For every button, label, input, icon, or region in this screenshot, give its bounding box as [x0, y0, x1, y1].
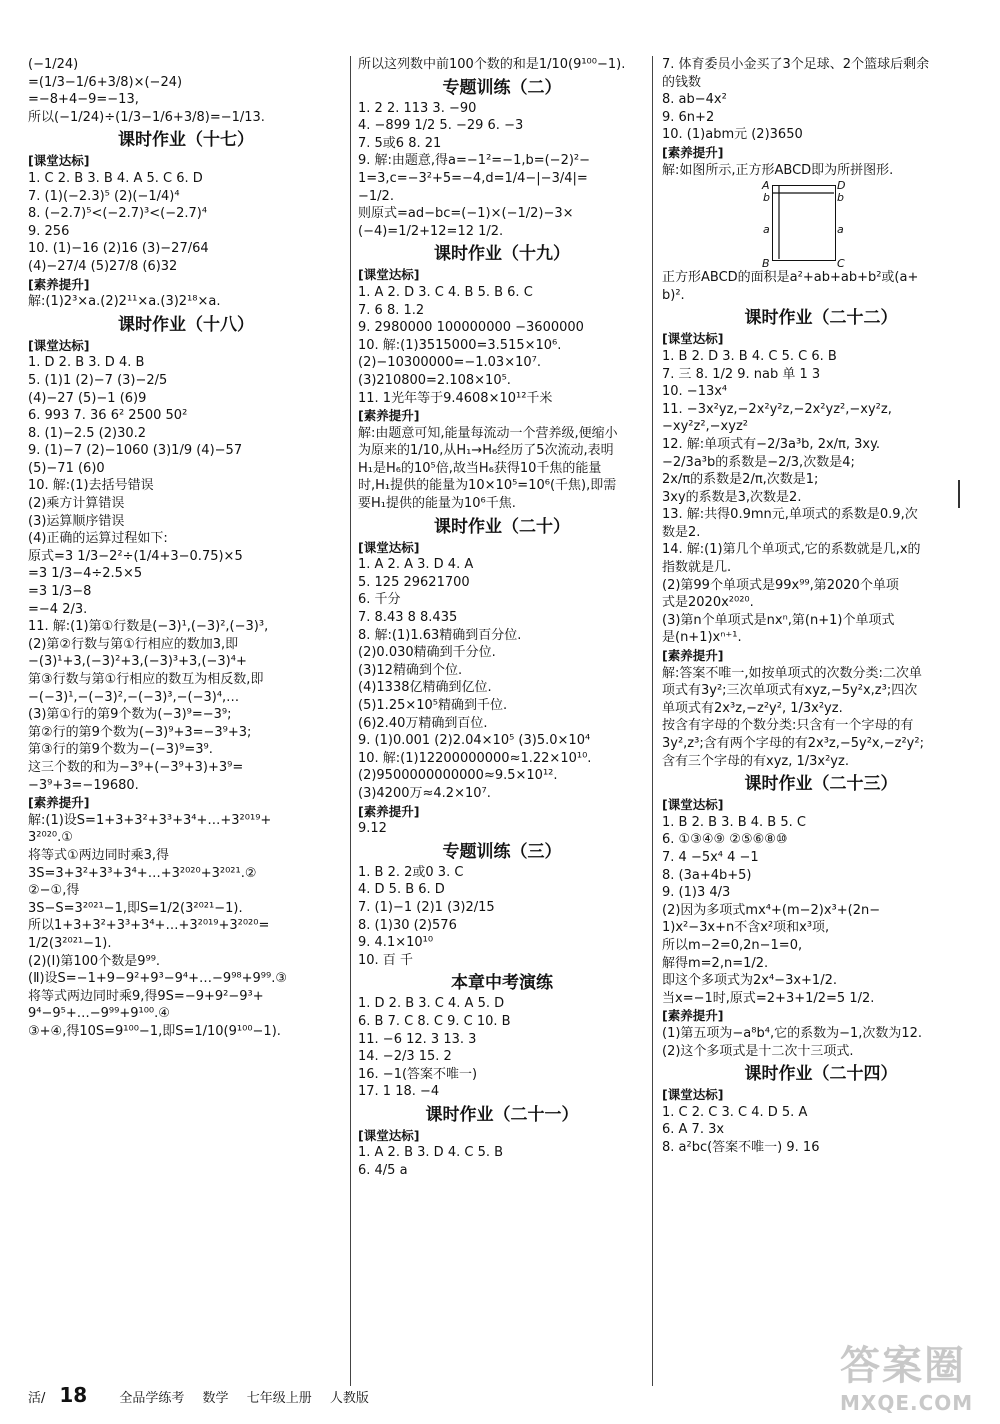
answer-line: 1. 2 2. 113 3. −90: [358, 100, 477, 116]
answer-line: 10. −13x⁴: [662, 384, 728, 400]
answer-line: 为原来的1/10,从H₁→H₆经历了5次流动,表明: [358, 443, 614, 459]
section-title: 课时作业（十九）: [434, 244, 570, 265]
answer-line: ②−①,得: [28, 883, 80, 899]
figure-label-a-side-right: a: [837, 223, 844, 237]
answer-line: b)².: [662, 287, 685, 303]
page-number: 活/ 18: [28, 1383, 88, 1407]
figure-label-b-side-right: b: [837, 191, 844, 205]
answer-line: =−8+4−9=−13,: [28, 92, 139, 108]
answer-line: 7. 8.43 8 8.435: [358, 610, 458, 626]
answer-line: 则原式=ad−bc=(−1)×(−1/2)−3×: [358, 206, 574, 222]
answer-line: 指数就是几.: [662, 560, 732, 576]
answer-line: 4. D 5. B 6. D: [358, 882, 445, 898]
answer-line: 11. 解:(1)第①行数是(−3)¹,(−3)²,(−3)³,: [28, 619, 269, 635]
answer-line: 8. (3a+4b+5): [662, 867, 752, 883]
column-1: [28, 56, 344, 1040]
answer-line: 1. C 2. B 3. B 4. A 5. C 6. D: [28, 170, 203, 186]
answer-line: 10. 解:(1)12200000000≈1.22×10¹⁰.: [358, 750, 592, 766]
column-3: [662, 56, 980, 1156]
answer-line: 要H₁提供的能量为10⁶千焦.: [358, 496, 516, 512]
answer-line: 4. −899 1/2 5. −29 6. −3: [358, 118, 524, 134]
answer-line: 10. (1)abm元 (2)3650: [662, 127, 803, 143]
answer-line: 1. D 2. B 3. D 4. B: [28, 355, 145, 371]
figure-label-c-corner: C: [837, 257, 845, 271]
edition: 人教版: [329, 1391, 369, 1406]
answer-line: 10. 解:(1)去括号错误: [28, 478, 154, 494]
answer-line: 1. A 2. A 3. D 4. A: [358, 557, 474, 573]
answer-line: (2)第99个单项式是99x⁹⁹,第2020个单项: [662, 577, 899, 593]
answer-line: 9.12: [358, 821, 387, 837]
answer-line: 1. A 2. B 3. D 4. C 5. B: [358, 1145, 504, 1161]
subsection-label: [课堂达标]: [662, 1087, 724, 1103]
section-title: 专题训练（二）: [442, 77, 562, 98]
answer-line: 1. B 2. B 3. B 4. B 5. C: [662, 814, 806, 830]
answer-line: 数是2.: [662, 524, 701, 540]
answer-line: 3xy的系数是3,次数是2.: [662, 489, 802, 505]
section-title: 课时作业（十八）: [118, 314, 254, 335]
answer-line: (2)(Ⅰ)第100个数是9⁹⁹.: [28, 953, 161, 969]
subject: 数学: [202, 1391, 229, 1406]
answer-line: 8. ab−4x²: [662, 92, 727, 108]
answer-line: 14. −2/3 15. 2: [358, 1049, 452, 1065]
subsection-label: [课堂达标]: [662, 797, 724, 813]
answer-line: 这三个数的和为−3⁹+(−3⁹+3)+3⁹=: [28, 759, 244, 775]
answer-line: (2)9500000000000≈9.5×10¹².: [358, 768, 558, 784]
watermark-logo: [840, 1334, 980, 1414]
section-title: 课时作业（二十二）: [744, 308, 898, 329]
answer-line: (2)乘方计算错误: [28, 496, 125, 512]
answer-line: 正方形ABCD的面积是a²+ab+ab+b²或(a+: [662, 270, 919, 286]
answer-line: 14. 解:(1)第几个单项式,它的系数就是几,x的: [662, 542, 921, 558]
answer-line: 7. 体育委员小金买了3个足球、2个篮球后剩余: [662, 57, 930, 72]
answer-line: (4)正确的运算过程如下:: [28, 531, 168, 547]
book-name: 全品学练考: [119, 1391, 185, 1406]
section-title: 专题训练（三）: [442, 841, 562, 862]
answer-line: 1. B 2. 2或0 3. C: [358, 864, 464, 880]
subsection-label: [课堂达标]: [28, 337, 90, 353]
answer-line: −1/2.: [358, 188, 394, 204]
answer-line: 解得m=2,n=1/2.: [662, 955, 769, 971]
subsection-label: [素养提升]: [358, 408, 420, 424]
answer-line: −3⁹+3=−19680.: [28, 777, 139, 793]
watermark-top: 答案圈: [840, 1343, 966, 1389]
answer-line: (3)12精确到个位.: [358, 662, 463, 678]
answer-line: 11. −3x²yz,−2x²y²z,−2x²yz²,−xy²z,: [662, 401, 892, 417]
answer-line: 9. (1)−7 (2)−1060 (3)1/9 (4)−57: [28, 443, 243, 459]
answer-line: (4)−27 (5)−1 (6)9: [28, 390, 147, 406]
subsection-label: [素养提升]: [28, 795, 90, 811]
answer-line: 所以(−1/24)÷(1/3−1/6+3/8)=−1/13.: [28, 109, 265, 125]
answer-line: (4)−27/4 (5)27/8 (6)32: [28, 258, 178, 274]
answer-line: 1)x²−3x+n不含x²项和x³项,: [662, 920, 830, 936]
answer-line: (2)因为多项式mx⁴+(m−2)x³+(2n−: [662, 902, 881, 918]
section-title: 课时作业（二十三）: [744, 774, 898, 795]
figure-label-b-side: b: [763, 191, 770, 205]
answer-line: 6. 千分: [358, 592, 401, 608]
figure-label-a-corner: A: [762, 179, 770, 193]
answer-line: 13. 解:共得0.9mn元,单项式的系数是0.9,次: [662, 507, 918, 523]
square-division-lines: [762, 181, 892, 267]
answer-line: 第③行的第9个数为−(−3)⁹=3⁹.: [28, 742, 213, 758]
answer-line: 12. 解:单项式有−2/3a³b, 2x/π, 3xy.: [662, 436, 881, 452]
answer-line: (−1/24): [28, 57, 79, 72]
answer-line: 1. B 2. D 3. B 4. C 5. C 6. B: [662, 348, 837, 364]
answer-line: 1. A 2. D 3. C 4. B 5. B 6. C: [358, 284, 533, 300]
answer-line: 第③行数与第①行相应的数互为相反数,即: [28, 672, 264, 687]
answer-line: 第②行的第9个数为(−3)⁹+3=−3⁹+3;: [28, 724, 252, 740]
answer-line: =3 1/3−4÷2.5×5: [28, 566, 143, 582]
answer-line: =(1/3−1/6+3/8)×(−24): [28, 74, 183, 90]
answer-line: 含有三个字母的有xyz, 1/3x²yz.: [662, 753, 849, 769]
answer-line: (Ⅱ)设S=−1+9−9²+9³−9⁴+…−9⁹⁸+9⁹⁹.③: [28, 971, 287, 987]
answer-line: 是(n+1)xⁿ⁺¹.: [662, 630, 742, 646]
column-3-bottom: [662, 269, 980, 1156]
answer-line: 3S=3+3²+3³+3⁴+…+3²⁰²⁰+3²⁰²¹.②: [28, 865, 257, 881]
answer-line: 所以这列数中前100个数的和是1/10(9¹⁰⁰−1).: [358, 57, 626, 72]
answer-line: 6. B 7. C 8. C 9. C 10. B: [358, 1013, 511, 1029]
answer-line: 8. (−2.7)⁵<(−2.7)³<(−2.7)⁴: [28, 206, 208, 222]
column-divider-2: [652, 56, 653, 1386]
answer-line: 17. 1 18. −4: [358, 1084, 440, 1100]
answer-line: 解:如图所示,正方形ABCD即为所拼图形.: [662, 162, 894, 178]
column-2: [358, 56, 646, 1180]
answer-line: (5)−71 (6)0: [28, 460, 105, 476]
answer-line: 所以1+3+3²+3³+3⁴+…+3²⁰¹⁹+3²⁰²⁰=: [28, 918, 270, 934]
answer-line: (3)第①行的第9个数为(−3)⁹=−3⁹;: [28, 707, 232, 723]
subsection-label: [素养提升]: [28, 276, 90, 292]
section-title: 课时作业（十七）: [118, 130, 254, 151]
answer-line: 项式有3y²;三次单项式有xyz,−5y²x,z³;四次: [662, 683, 918, 699]
section-title: 课时作业（二十一）: [425, 1104, 579, 1125]
answer-line: 10. 解:(1)3515000=3.515×10⁶.: [358, 337, 562, 353]
answer-line: 7. (1)(−2.3)⁵ (2)(−1/4)⁴: [28, 188, 180, 204]
figure-label-b-corner: B: [762, 257, 770, 271]
answer-line: (2)这个多项式是十二次十三项式.: [662, 1043, 854, 1059]
answer-line: −xy²z²,−xyz²: [662, 419, 748, 435]
answer-line: 3²⁰²⁰.①: [28, 830, 73, 846]
answer-line: 9. (1)0.001 (2)2.04×10⁵ (3)5.0×10⁴: [358, 733, 591, 749]
column-3-top: [662, 56, 980, 179]
answer-line: 解:(1)2³×a.(2)2¹¹×a.(3)2¹⁸×a.: [28, 294, 221, 310]
subsection-label: [课堂达标]: [358, 1127, 420, 1143]
answer-line: −(−3)¹,−(−3)²,−(−3)³,−(−3)⁴,…: [28, 689, 240, 705]
answer-line: (3)运算顺序错误: [28, 513, 125, 529]
answer-line: 9. 4.1×10¹⁰: [358, 935, 434, 951]
answer-line: 解:由题意可知,能量每流动一个营养级,便缩小: [358, 425, 618, 441]
answer-line: 原式=3 1/3−2²÷(1/4+3−0.75)×5: [28, 548, 243, 564]
answer-line: 的钱数: [662, 74, 702, 90]
answer-line: (2)0.030精确到千分位.: [358, 645, 496, 661]
answer-line: 即这个多项式为2x⁴−3x+1/2.: [662, 973, 837, 989]
answer-line: 9. 解:由题意,得a=−1²=−1,b=(−2)²−: [358, 153, 591, 169]
answer-line: 16. −1(答案不唯一): [358, 1066, 478, 1082]
subsection-label: [课堂达标]: [358, 267, 420, 283]
subsection-label: [素养提升]: [662, 648, 724, 664]
answer-line: −2/3a³b的系数是−2/3,次数是4;: [662, 454, 855, 470]
answer-line: (4)1338亿精确到亿位.: [358, 680, 492, 696]
answer-line: 解:(1)设S=1+3+3²+3³+3⁴+…+3²⁰¹⁹+: [28, 812, 272, 828]
page-footer: [28, 1383, 383, 1407]
answer-line: 7. 4 −5x⁴ 4 −1: [662, 849, 759, 865]
answer-line: 11. −6 12. 3 13. 3: [358, 1031, 477, 1047]
answer-line: =3 1/3−8: [28, 584, 92, 600]
subsection-label: [课堂达标]: [662, 331, 724, 347]
answer-line: 6. 993 7. 36 6² 2500 50²: [28, 408, 188, 424]
answer-line: (2)−10300000=−1.03×10⁷.: [358, 355, 541, 371]
answer-line: 7. (1)−1 (2)1 (3)2/15: [358, 899, 495, 915]
figure-label-a-side: a: [763, 223, 770, 237]
square-figure: [762, 179, 892, 271]
answer-line: 将等式①两边同时乘3,得: [28, 847, 170, 863]
subsection-label: [课堂达标]: [28, 153, 90, 169]
answer-line: =−4 2/3.: [28, 601, 88, 617]
subsection-label: [素养提升]: [662, 144, 724, 160]
answer-line: 8. a²bc(答案不唯一) 9. 16: [662, 1139, 820, 1155]
answer-line: 单项式有2x³z,−z²y², 1/3x²yz.: [662, 700, 843, 716]
answer-line: 9. 6n+2: [662, 109, 715, 125]
answer-line: (1)第五项为−a⁸b⁴,它的系数为−1,次数为12.: [662, 1025, 923, 1041]
grade: 七年级上册: [246, 1391, 312, 1406]
answer-line: 7. 5或6 8. 21: [358, 135, 442, 151]
answer-line: (3)第n个单项式是nxⁿ,第(n+1)个单项式: [662, 612, 895, 628]
column-divider-1: [350, 56, 351, 1386]
answer-line: 8. (1)30 (2)576: [358, 917, 457, 933]
answer-line: (3)210800=2.108×10⁵.: [358, 372, 511, 388]
answer-line: 所以m−2=0,2n−1=0,: [662, 937, 803, 953]
answer-line: 3S−S=3²⁰²¹−1,即S=1/2(3²⁰²¹−1).: [28, 900, 243, 916]
answer-line: 7. 6 8. 1.2: [358, 302, 425, 318]
answer-line: 9. 2980000 100000000 −3600000: [358, 320, 584, 336]
answer-line: 11. 1光年等于9.4608×10¹²千米: [358, 390, 553, 406]
answer-line: 8. (1)−2.5 (2)30.2: [28, 425, 147, 441]
answer-line: 10. (1)−16 (2)16 (3)−27/64: [28, 241, 209, 257]
answer-line: 按含有字母的个数分类:只含有一个字母的有: [662, 718, 914, 734]
answer-line: 时,H₁提供的能量为10×10⁵=10⁶(千焦),即需: [358, 478, 617, 494]
answer-line: ③+④,得10S=9¹⁰⁰−1,即S=1/10(9¹⁰⁰−1).: [28, 1023, 281, 1039]
answer-line: (6)2.40万精确到百位.: [358, 715, 488, 731]
answer-line: 2x/π的系数是2/π,次数是1;: [662, 472, 819, 488]
section-title: 课时作业（二十四）: [744, 1064, 898, 1085]
answer-line: 6. 4/5 a: [358, 1163, 408, 1179]
answer-line: (5)1.25×10⁵精确到千位.: [358, 698, 508, 713]
answer-line: (−4)=1/2+12=12 1/2.: [358, 223, 504, 239]
answer-line: 9. 256: [28, 223, 70, 239]
answer-line: (3)4200万≈4.2×10⁷.: [358, 785, 491, 801]
answer-line: 1. D 2. B 3. C 4. A 5. D: [358, 996, 505, 1012]
watermark-bottom: MXQE.COM: [840, 1391, 974, 1415]
answer-line: 8. 解:(1)1.63精确到百分位.: [358, 627, 522, 643]
answer-line: 6. A 7. 3x: [662, 1122, 725, 1138]
answer-line: 解:答案不唯一,如按单项式的次数分类:二次单: [662, 665, 922, 681]
answer-line: 10. 百 千: [358, 952, 413, 968]
answer-line: 7. 三 8. 1/2 9. nab 单 1 3: [662, 366, 821, 382]
answer-line: 1. C 2. C 3. C 4. D 5. A: [662, 1104, 808, 1120]
subsection-label: [素养提升]: [662, 1008, 724, 1024]
answer-line: H₁是H₆的10⁵倍,故当H₆获得10千焦的能量: [358, 460, 602, 476]
answer-line: 1=3,c=−3²+5=−4,d=1/4−|−3/4|=: [358, 170, 588, 186]
answer-line: 9⁴−9⁵+…−9⁹⁹+9¹⁰⁰.④: [28, 1006, 170, 1022]
answer-line: 5. (1)1 (2)−7 (3)−2/5: [28, 372, 168, 388]
answer-line: 3y²,z³;含有两个字母的有2x³z,−5y²x,−z²y²;: [662, 736, 924, 751]
answer-line: (2)第②行数与第①行相应的数加3,即: [28, 636, 239, 652]
answer-line: 5. 125 29621700: [358, 574, 470, 590]
subsection-label: [素养提升]: [358, 803, 420, 819]
answer-line: 6. ①③④⑨ ②⑤⑥⑧⑩: [662, 832, 788, 848]
answer-line: 1/2(3²⁰²¹−1).: [28, 935, 112, 951]
answer-line: 9. (1)3 4/3: [662, 885, 731, 901]
answer-line: 当x=−1时,原式=2+3+1/2=5 1/2.: [662, 990, 875, 1006]
subsection-label: [课堂达标]: [358, 539, 420, 555]
section-title: 课时作业（二十）: [434, 516, 570, 537]
answer-line: 将等式两边同时乘9,得9S=−9+9²−9³+: [28, 988, 264, 1004]
section-title: 本章中考演练: [451, 973, 553, 994]
figure-label-d-corner: D: [837, 179, 846, 193]
answer-line: 式是2020x²⁰²⁰.: [662, 595, 754, 611]
answer-line: −(3)¹+3,(−3)²+3,(−3)³+3,(−3)⁴+: [28, 654, 247, 670]
